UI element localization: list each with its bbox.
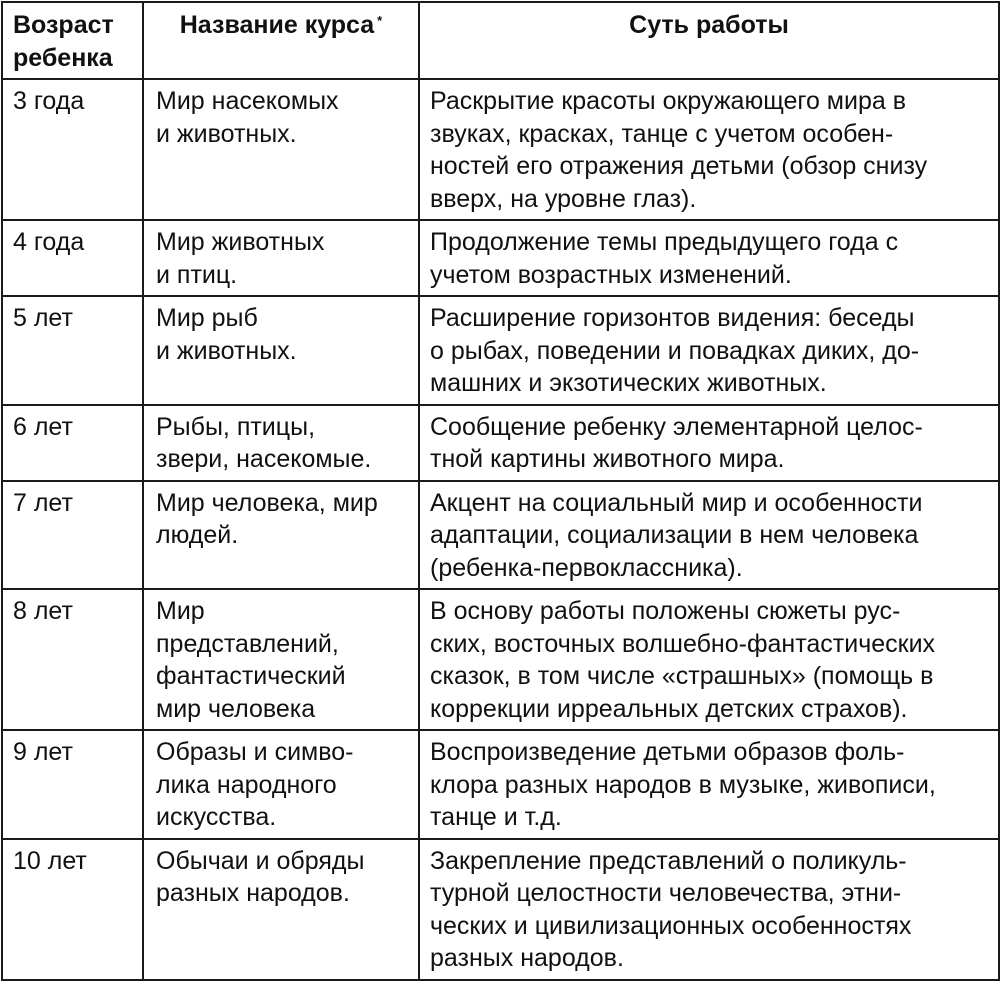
cell-essence: Акцент на социальный мир и особенности адаптации, социализации в нем человека (ребенка-первоклассника). — [419, 481, 999, 590]
cell-age: 5 лет — [2, 296, 143, 405]
cell-course: Мир представлений, фантастический мир человека — [143, 589, 419, 730]
cell-course: Мир человека, мир людей. — [143, 481, 419, 590]
cell-course: Мир рыб и животных. — [143, 296, 419, 405]
header-age: Возраст ребенка — [2, 2, 143, 79]
cell-age: 8 лет — [2, 589, 143, 730]
cell-essence: Закрепление представлений о поликуль- турной целостности человечества, этни- ческих и цивилизационных особенностях разных народов. — [419, 839, 999, 980]
cell-age: 4 года — [2, 220, 143, 296]
header-essence: Суть работы — [419, 2, 999, 79]
cell-age: 9 лет — [2, 730, 143, 839]
table-row — [2, 589, 999, 730]
cell-age: 10 лет — [2, 839, 143, 980]
footnote-mark: * — [377, 13, 383, 28]
cell-essence: Сообщение ребенку элементарной целос- тной картины животного мира. — [419, 405, 999, 481]
cell-essence: Воспроизведение детьми образов фоль- клора разных народов в музыке, живописи, танце и т.д. — [419, 730, 999, 839]
table-row — [2, 79, 999, 220]
cell-essence: Раскрытие красоты окружающего мира в звуках, красках, танце с учетом особен- ностей его отражения детьми (обзор снизу вверх, на уровне глаз). — [419, 79, 999, 220]
table-row — [2, 839, 999, 980]
cell-age: 7 лет — [2, 481, 143, 590]
table-row — [2, 730, 999, 839]
course-table-container — [1, 1, 998, 981]
cell-course: Образы и симво- лика народного искусства. — [143, 730, 419, 839]
cell-course: Мир животных и птиц. — [143, 220, 419, 296]
table-row — [2, 405, 999, 481]
cell-age: 6 лет — [2, 405, 143, 481]
cell-essence: Продолжение темы предыдущего года с учетом возрастных изменений. — [419, 220, 999, 296]
cell-essence: В основу работы положены сюжеты рус- ских, восточных волшебно-фантастических сказок, в том числе «страшных» (помощь в коррекции ирреальных детских страхов). — [419, 589, 999, 730]
cell-age: 3 года — [2, 79, 143, 220]
table-row — [2, 296, 999, 405]
header-course-label: Название курса — [179, 11, 375, 39]
cell-course: Мир насекомых и животных. — [143, 79, 419, 220]
header-row — [2, 2, 999, 79]
cell-course: Рыбы, птицы, звери, насекомые. — [143, 405, 419, 481]
table-row — [2, 481, 999, 590]
header-course — [143, 2, 419, 79]
table-row — [2, 220, 999, 296]
course-table — [1, 1, 1000, 981]
cell-course: Обычаи и обряды разных народов. — [143, 839, 419, 980]
cell-essence: Расширение горизонтов видения: беседы о рыбах, поведении и повадках диких, до- машних и экзотических животных. — [419, 296, 999, 405]
